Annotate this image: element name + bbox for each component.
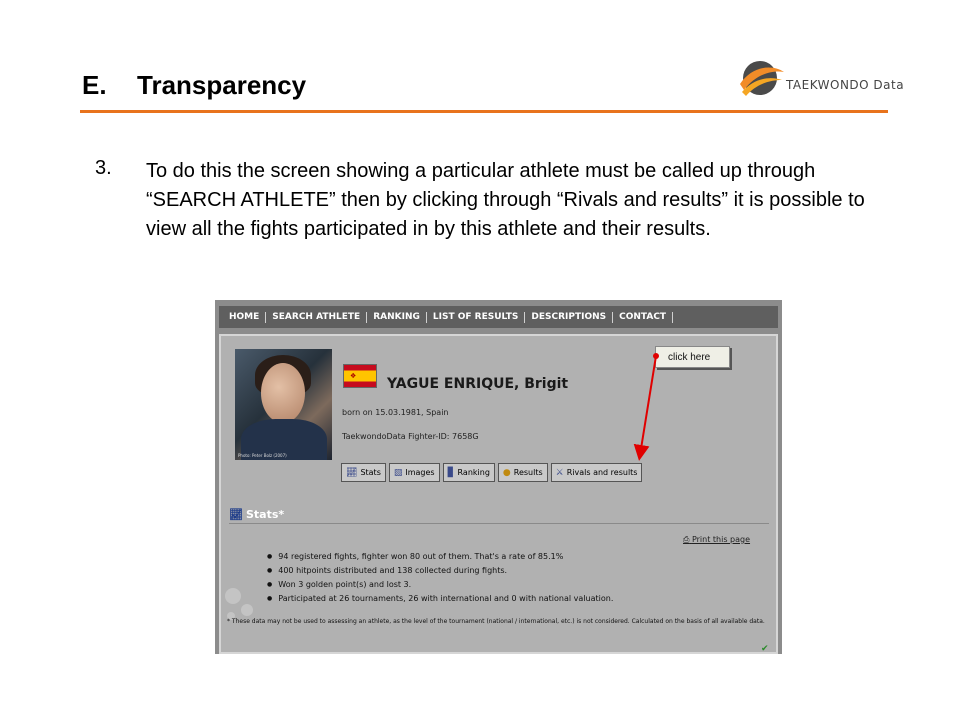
printer-icon: ⎙ [683,535,690,544]
athlete-tabs [341,463,642,482]
list-item: ● Won 3 golden point(s) and lost 3. [267,578,613,592]
main-nav [219,306,778,328]
tab-label: Ranking [457,468,490,477]
chart-icon: 📈︎ [229,508,243,521]
tab-label: Rivals and results [566,468,638,477]
stats-heading-label: Stats* [245,508,285,521]
tab-results[interactable] [498,463,548,482]
tab-label: Stats [360,468,381,477]
point-number: 3. [95,157,112,179]
nav-ranking[interactable]: RANKING [367,312,427,323]
medal-icon: ● [502,467,511,478]
slide-title [82,70,306,101]
nav-search-athlete[interactable]: SEARCH ATHLETE [266,312,367,323]
decorative-circle [225,588,241,604]
title-divider [80,110,888,113]
stats-list [267,550,613,606]
stats-divider [229,523,769,524]
decorative-circle [241,604,253,616]
point-text: To do this the screen showing a particular athlete must be called up through “SEARCH ATHLETE” then by clicking through “Rivals and results” it is possible to view all the fights participated in by this athlete and their results. [146,160,865,240]
tab-label: Images [405,468,435,477]
list-item: ● 94 registered fights, fighter won 80 out of them. That's a rate of 85.1% [267,550,613,564]
chart-icon: 📈︎ [346,467,358,478]
callout-label: click here [668,351,711,363]
section-number: E. [82,70,107,100]
logo-swoosh-icon [738,56,786,104]
list-item: ● Participated at 26 tournaments, 26 with international and 0 with national valuation. [267,592,613,606]
stats-heading [229,508,284,521]
tab-stats[interactable] [341,463,386,482]
logo-text: TAEKWONDO Data [786,78,905,92]
stats-footnote: * These data may not be used to assessing an athlete, as the level of the tournament (national / international, etc.) is not considered. Calculated on the basis of all available data. [227,618,765,625]
athlete-panel [219,334,778,654]
list-item: ● 400 hitpoints distributed and 138 collected during fights. [267,564,613,578]
birth-info: born on 15.03.1981, Spain [342,408,449,417]
athlete-photo [235,349,332,460]
photo-credit: Photo: Peter Bolz (2007) [238,453,287,458]
ranking-icon: ▊ [447,467,455,478]
check-icon: ✔ [761,644,769,654]
taekwondo-data-logo [738,56,905,104]
tab-label: Results [513,468,543,477]
flag-crest: ❖ [350,372,357,380]
athlete-name: YAGUE ENRIQUE, Brigit [387,376,569,392]
print-page-link[interactable] [683,535,750,545]
print-label: Print this page [691,535,751,544]
rivals-icon: ⚔︎ [555,467,564,478]
section-title: Transparency [137,70,307,100]
tab-ranking[interactable] [443,463,495,482]
tab-images[interactable] [389,463,440,482]
images-icon: ▧ [393,467,403,478]
tab-rivals-and-results[interactable] [551,463,643,482]
fighter-id: TaekwondoData Fighter-ID: 7658G [342,432,479,441]
nav-list-of-results[interactable]: LIST OF RESULTS [427,312,526,323]
nav-contact[interactable]: CONTACT [613,312,673,323]
nav-descriptions[interactable]: DESCRIPTIONS [525,312,613,323]
spain-flag-icon [343,364,377,388]
click-here-callout [655,346,730,368]
nav-home[interactable]: HOME [219,312,266,323]
